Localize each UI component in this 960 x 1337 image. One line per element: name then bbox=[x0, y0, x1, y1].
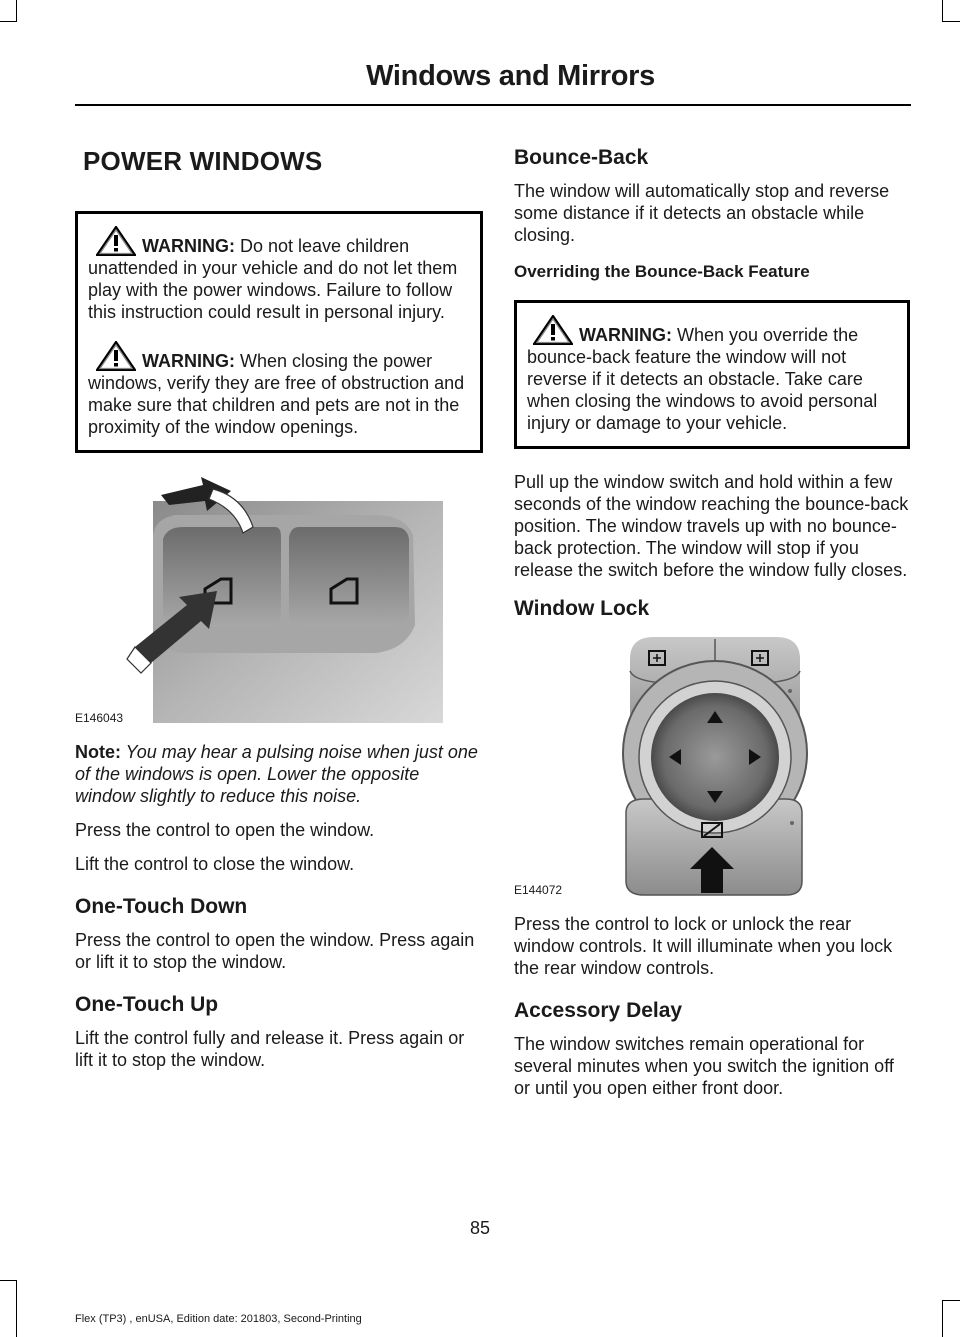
bounce-back-text: The window will automatically stop and reverse some distance if it detects an obstacle while closing. bbox=[514, 181, 890, 245]
rear-window-switch-figure bbox=[75, 475, 483, 727]
note-text: You may hear a pulsing noise when just one of the windows is open. Lower the opposite window slightly to reduce this noise. bbox=[75, 742, 478, 806]
warning-box bbox=[75, 211, 483, 453]
crop-mark bbox=[0, 1280, 17, 1281]
warning-triangle-icon bbox=[96, 341, 136, 371]
warning-body: When closing the power windows, verify they are free of obstruction and make sure that children and pets are not in the proximity of the window openings. bbox=[88, 351, 465, 437]
figure-code: E144072 bbox=[514, 883, 563, 897]
one-touch-up-text: Lift the control fully and release it. Press again or lift it to stop the window. bbox=[75, 1028, 465, 1070]
override-text: Pull up the window switch and hold within a few seconds of the window reaching the bounce-back position. The window travels up with no bounce-back protection. The window will stop if you release the switch before the window fully closes. bbox=[514, 472, 909, 580]
page-heading: POWER WINDOWS bbox=[83, 146, 323, 176]
window-lock-heading: Window Lock bbox=[514, 597, 650, 620]
crop-mark bbox=[16, 0, 17, 22]
one-touch-down-heading: One-Touch Down bbox=[75, 895, 248, 918]
close-instruction: Lift the control to close the window. bbox=[75, 854, 355, 874]
window-lock-switch-illustration bbox=[514, 631, 910, 899]
crop-mark bbox=[942, 1300, 943, 1337]
crop-mark bbox=[942, 1300, 960, 1301]
rear-window-switch-illustration bbox=[75, 475, 483, 727]
warning-label: WARNING: bbox=[142, 236, 235, 256]
window-lock-figure bbox=[514, 631, 910, 899]
warning-text bbox=[88, 226, 474, 323]
header-rule bbox=[75, 104, 911, 106]
open-instruction: Press the control to open the window. bbox=[75, 820, 375, 840]
warning-body: When you override the bounce-back feature the window will not reverse if it detects an obstacle. Take care when closing the windows to avoid personal injury or damage to your vehicle. bbox=[527, 325, 878, 433]
warning-body: Do not leave children unattended in your vehicle and do not let them play with the power windows. Failure to follow this instruction could result in personal injury. bbox=[88, 236, 458, 322]
warning-box bbox=[514, 300, 910, 449]
figure-code: E146043 bbox=[75, 711, 124, 725]
crop-mark bbox=[16, 1280, 17, 1337]
section-title: Windows and Mirrors bbox=[366, 60, 655, 92]
left-column bbox=[75, 140, 483, 1083]
page-number: 85 bbox=[469, 1218, 491, 1238]
bounce-back-heading: Bounce-Back bbox=[514, 146, 649, 169]
note-label: Note: bbox=[75, 742, 121, 762]
warning-triangle-icon bbox=[533, 315, 573, 345]
right-column bbox=[514, 140, 910, 1111]
crop-mark bbox=[942, 0, 943, 22]
warning-triangle-icon bbox=[96, 226, 136, 256]
warning-label: WARNING: bbox=[579, 325, 672, 345]
warning-label: WARNING: bbox=[142, 351, 235, 371]
warning-text bbox=[527, 315, 901, 434]
crop-mark bbox=[942, 21, 960, 22]
override-heading: Overriding the Bounce-Back Feature bbox=[514, 262, 810, 281]
one-touch-down-text: Press the control to open the window. Press again or lift it to stop the window. bbox=[75, 930, 475, 972]
note-paragraph bbox=[75, 741, 483, 807]
footer-edition-info: Flex (TP3) , enUSA, Edition date: 201803, Second-Printing bbox=[75, 1313, 362, 1325]
warning-text bbox=[88, 341, 474, 438]
crop-mark bbox=[0, 21, 17, 22]
window-lock-text: Press the control to lock or unlock the rear window controls. It will illuminate when you lock the rear window controls. bbox=[514, 914, 893, 978]
accessory-delay-text: The window switches remain operational for several minutes when you switch the ignition off or until you open either front door. bbox=[514, 1034, 894, 1098]
accessory-delay-heading: Accessory Delay bbox=[514, 999, 683, 1022]
one-touch-up-heading: One-Touch Up bbox=[75, 993, 219, 1016]
